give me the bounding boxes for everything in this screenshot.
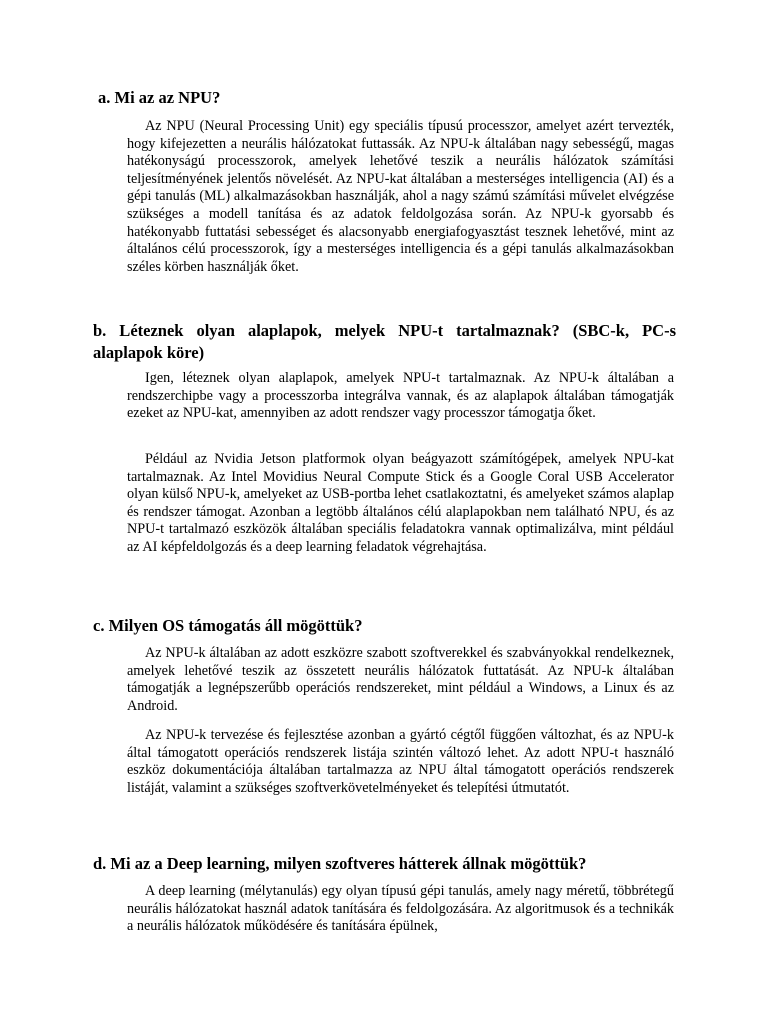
section-c-paragraph-1: Az NPU-k általában az adott eszközre szabott szoftverekkel és szabványokkal rendelkeznek, amelyek lehetővé teszik az összetett neurális hálózatok futtatását. Az NPU-k általában támogatják a legnépszerűbb operációs rendszereket, mint például a Windows, a Linux és az Android. bbox=[127, 645, 674, 714]
section-c-paragraph-2: Az NPU-k tervezése és fejlesztése azonban a gyártó cégtől függően változhat, és az NPU-k által támogatott operációs rendszerek listája szintén változó lehet. Az adott NPU-t használó eszköz dokumentációja általában tartalmazza az NPU által támogatott operációs rendszerek listáját, valamint a szükséges szoftverkövetelményeket és telepítési útmutatót. bbox=[127, 727, 674, 796]
section-b-paragraph-2: Például az Nvidia Jetson platformok olyan beágyazott számítógépek, amelyek NPU-kat tartalmaznak. Az Intel Movidius Neural Compute Stick és a Google Coral USB Accelerator olyan külső NPU-k, amelyeket az USB-portba lehet csatlakoztatni, és amelyeket számos alaplap és rendszer támogat. Azonban a legtöbb általános célú alaplapokban nem található NPU, és az NPU-t tartalmazó eszközök általában speciális feladatokra vannak optimalizálva, mint például az AI képfeldolgozás és a deep learning feladatok végrehajtása. bbox=[127, 451, 674, 555]
section-b-heading: b. Léteznek olyan alaplapok, melyek NPU-t tartalmaznak? (SBC-k, PC-s alaplapok köre) bbox=[93, 321, 676, 362]
section-d-heading: d. Mi az a Deep learning, milyen szoftveres hátterek állnak mögöttük? bbox=[93, 854, 587, 873]
section-a-heading: a. Mi az az NPU? bbox=[98, 88, 221, 107]
section-c-heading: c. Milyen OS támogatás áll mögöttük? bbox=[93, 616, 363, 635]
section-a-paragraph-1: Az NPU (Neural Processing Unit) egy speciális típusú processzor, amelyet azért tervezték, hogy kifejezetten a neurális hálózatokat futtassák. Az NPU-k általában nagy sebességű, magas hatékonyságú processzorok, amelyek lehetővé teszik a neurális hálózatok számítási teljesítményének jelentős növelését. Az NPU-kat általában a mesterséges intelligencia (AI) és a gépi tanulás (ML) alkalmazásokban használják, ahol a nagy számú számítási művelet elvégzése szükséges a modell tanítása és az adatok feldolgozása során. Az NPU-k gyorsabb és hatékonyabb futtatási sebességet és alacsonyabb energiafogyasztást tesznek lehetővé, mint az általános célú processzorok, így a mesterséges intelligencia és a gépi tanulás alkalmazásokban széles körben használják őket. bbox=[127, 118, 674, 275]
section-b-paragraph-1: Igen, léteznek olyan alaplapok, amelyek NPU-t tartalmaznak. Az NPU-k általában a rendszerchipbe vagy a processzorba integrálva vannak, és az alaplapok általában támogatják ezeket az NPU-kat, amennyiben az adott rendszer vagy processzor támogatja őket. bbox=[127, 370, 674, 422]
section-d-paragraph-1: A deep learning (mélytanulás) egy olyan típusú gépi tanulás, amely nagy méretű, többrétegű neurális hálózatokat használ adatok tanítására és feldolgozására. Az algoritmusok és a technikák a neurális hálózatok működésére és tanítására épülnek, bbox=[127, 883, 674, 935]
